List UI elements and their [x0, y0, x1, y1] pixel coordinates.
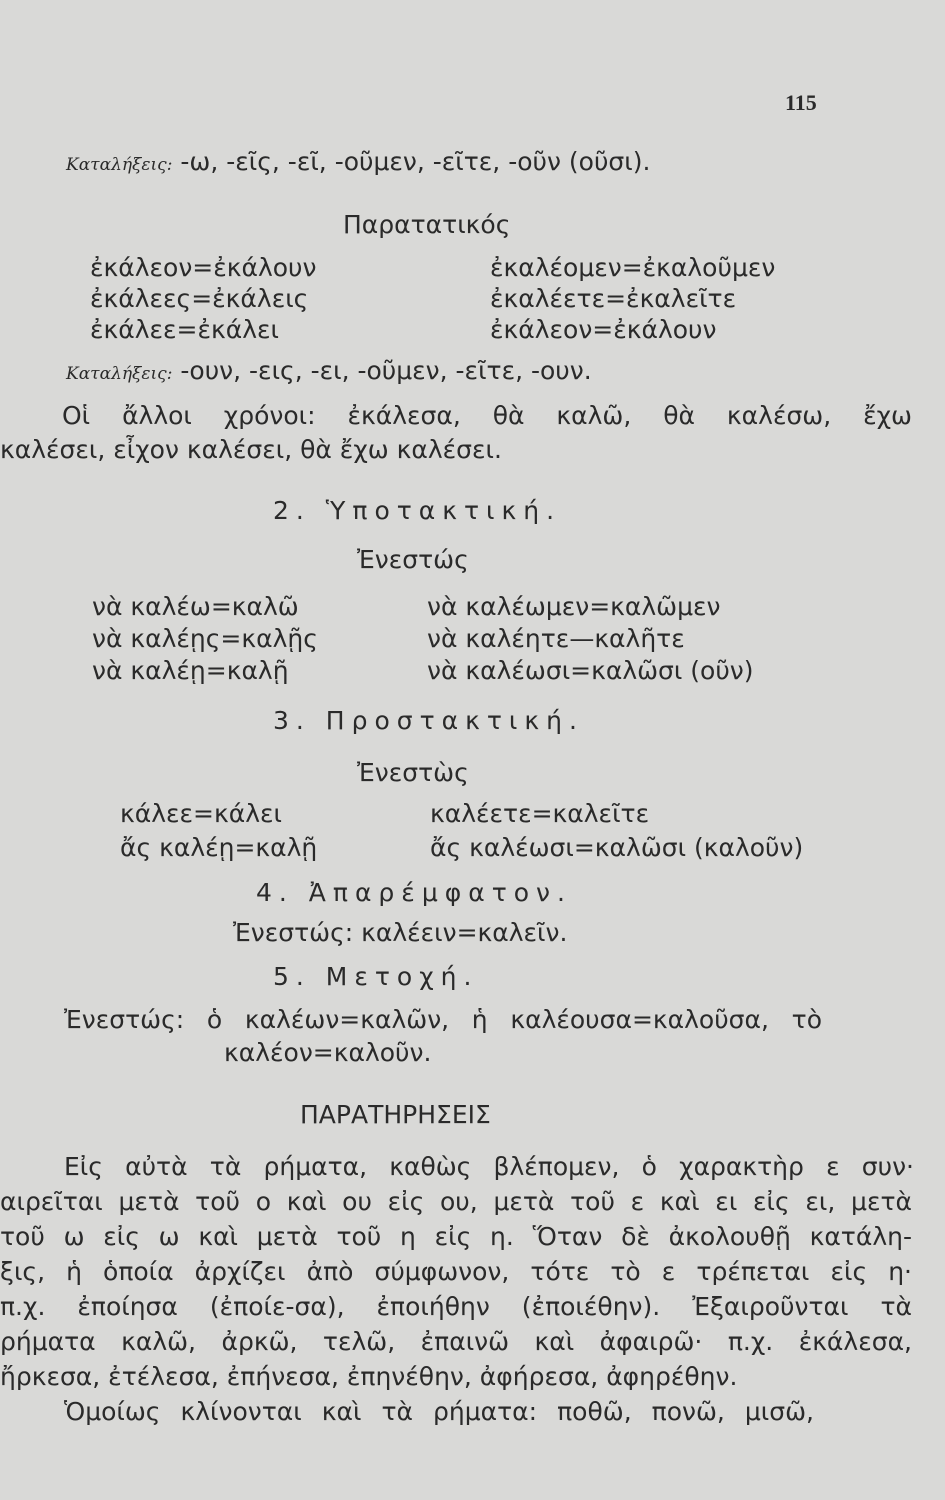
imperative-right-2: ἄς καλέωσι=καλῶσι (καλοῦν) — [430, 833, 804, 862]
subjunctive-left-3: νὰ καλέῃ=καλῇ — [92, 656, 289, 685]
present-endings-line — [66, 147, 650, 180]
notes-line-7: ἤρκεσα, ἐτέλεσα, ἐπήνεσα, ἐπηνέθην, ἀφήρεσα, ἀφηρέθην. — [0, 1362, 738, 1391]
notes-line-8: Ὁμοίως κλίνονται καὶ τὰ ρήματα: ποθῶ, πονῶ, μισῶ, — [64, 1397, 814, 1426]
infinitive-line: Ἐνεστώς: καλέειν=καλεῖν. — [233, 918, 568, 947]
imperfect-right-2: ἐκαλέετε=ἐκαλεῖτε — [490, 284, 737, 313]
other-tenses-line-2: καλέσει, εἶχον καλέσει, θὰ ἔχω καλέσει. — [0, 435, 502, 464]
imperfect-left-2: ἐκάλεες=ἐκάλεις — [90, 284, 309, 313]
subjunctive-right-1: νὰ καλέωμεν=καλῶμεν — [427, 592, 721, 621]
imperfect-title: Παρατατικός — [343, 210, 511, 239]
imperfect-right-1: ἐκαλέομεν=ἐκαλοῦμεν — [490, 253, 776, 282]
notes-line-3: τοῦ ω εἰς ω καὶ μετὰ τοῦ η εἰς η. Ὅταν δὲ ἀκολουθῇ κατάλη- — [0, 1222, 912, 1251]
notes-line-6: ρήματα καλῶ, ἀρκῶ, τελῶ, ἐπαινῶ καὶ ἀφαιρῶ· π.χ. ἐκάλεσα, — [0, 1327, 912, 1356]
participle-line-1: Ἐνεστώς: ὁ καλέων=καλῶν, ἡ καλέουσα=καλοῦσα, τὸ — [64, 1005, 822, 1034]
participle-heading: 5. Μετοχή. — [273, 962, 479, 991]
subjunctive-left-1: νὰ καλέω=καλῶ — [92, 592, 299, 621]
imperative-left-2: ἄς καλέῃ=καλῇ — [120, 833, 318, 862]
notes-line-2: αιρεῖται μετὰ τοῦ ο καὶ ου εἰς ου, μετὰ τοῦ ε καὶ ει εἰς ει, μετὰ — [0, 1187, 912, 1216]
subjunctive-subheading: Ἐνεστώς — [357, 545, 469, 574]
imperative-subheading: Ἐνεστὼς — [357, 758, 469, 787]
imperfect-endings: -ουν, -εις, -ει, -οῦμεν, -εῖτε, -ουν. — [180, 356, 592, 385]
imperative-right-1: καλέετε=καλεῖτε — [430, 799, 650, 828]
imperfect-left-3: ἐκάλεε=ἐκάλει — [90, 315, 279, 344]
present-endings-label: Καταλήξεις: — [66, 155, 173, 175]
subjunctive-right-2: νὰ καλέητε—καλῆτε — [427, 624, 685, 653]
imperfect-left-1: ἐκάλεον=ἐκάλουν — [90, 253, 317, 282]
page-number: 115 — [785, 90, 817, 115]
subjunctive-heading: 2. Ὑποτακτική. — [273, 496, 562, 525]
notes-line-4: ξις, ἡ ὁποία ἀρχίζει ἀπὸ σύμφωνον, τότε τὸ ε τρέπεται εἰς η· — [0, 1257, 912, 1286]
other-tenses-line-1: Οἱ ἄλλοι χρόνοι: ἐκάλεσα, θὰ καλῶ, θὰ καλέσω, ἔχω — [62, 401, 912, 430]
present-endings: -ω, -εῖς, -εῖ, -οῦμεν, -εῖτε, -οῦν (οῦσι). — [180, 147, 651, 176]
imperative-left-1: κάλεε=κάλει — [120, 799, 282, 828]
infinitive-heading: 4. Ἀπαρέμφατον. — [256, 878, 572, 907]
imperative-heading: 3. Προστακτική. — [273, 706, 584, 735]
imperfect-endings-line — [66, 356, 592, 389]
imperfect-right-3: ἐκάλεον=ἐκάλουν — [490, 315, 717, 344]
notes-line-5: π.χ. ἐποίησα (ἐποίε-σα), ἐποιήθην (ἐποιέθην). Ἐξαιροῦνται τὰ — [0, 1292, 912, 1321]
subjunctive-right-3: νὰ καλέωσι=καλῶσι (οῦν) — [427, 656, 754, 685]
participle-line-2: καλέον=καλοῦν. — [224, 1038, 432, 1067]
notes-line-1: Εἰς αὐτὰ τὰ ρήματα, καθὼς βλέπομεν, ὁ χαρακτὴρ ε συν· — [64, 1152, 914, 1181]
imperfect-endings-label: Καταλήξεις: — [66, 364, 173, 384]
notes-title: ΠΑΡΑΤΗΡΗΣΕΙΣ — [300, 1100, 491, 1129]
subjunctive-left-2: νὰ καλέῃς=καλῇς — [92, 624, 318, 653]
